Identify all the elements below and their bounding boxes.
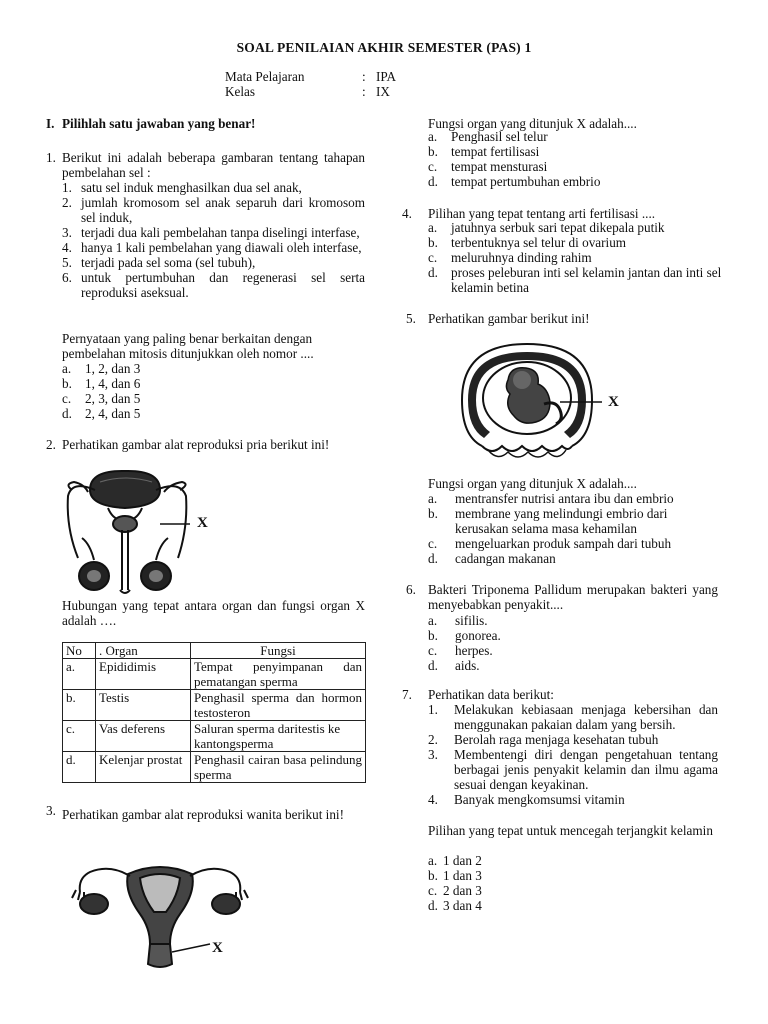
table-cell: Testis [96, 690, 191, 721]
answer-option[interactable] [428, 898, 628, 913]
option-text: 1 dan 3 [443, 868, 482, 883]
item-number: 2. [428, 732, 438, 747]
item-number: 4. [428, 792, 438, 807]
option-text: Penghasil sel telur [451, 129, 548, 144]
item-text: hanya 1 kali pembelahan yang diawali oleh interfase, [81, 240, 362, 255]
option-letter: c. [428, 159, 438, 174]
question-stem: Perhatikan gambar alat reproduksi pria berikut ini! [62, 437, 330, 452]
item-text: Melakukan kebiasaan menjaga kebersihan dan menggunakan pakaian dalam yang bersih. [454, 702, 718, 732]
question-number: 3. [46, 803, 56, 818]
option-letter: b. [62, 376, 72, 391]
option-list [62, 361, 342, 421]
option-letter: c. [428, 643, 438, 658]
pointer-label: X [197, 515, 208, 531]
answer-option[interactable] [428, 853, 628, 868]
option-text: membrane yang melindungi embrio dari kerusakan selama masa kehamilan [455, 506, 668, 536]
answer-option[interactable] [428, 144, 738, 159]
table-cell: Penghasil cairan basa pelindung sperma [191, 752, 366, 783]
table-cell: Vas deferens [96, 721, 191, 752]
question-prompt: Fungsi organ yang ditunjuk X adalah.... [428, 116, 637, 131]
question-stem: Perhatikan gambar berikut ini! [428, 311, 590, 326]
question-prompt: Fungsi organ yang ditunjuk X adalah.... [428, 476, 637, 491]
option-letter: d. [428, 898, 438, 913]
male-reproductive-diagram [60, 468, 240, 596]
table-cell: Kelenjar prostat [96, 752, 191, 783]
item-number: 3. [62, 225, 72, 240]
table-row[interactable] [63, 752, 366, 783]
list-item [62, 240, 365, 255]
question-stem: Bakteri Triponema Pallidum merupakan bakteri yang menyebabkan penyakit.... [428, 582, 718, 612]
item-text: untuk pertumbuhan dan regenerasi sel serta reproduksi aseksual. [81, 270, 365, 300]
option-text: gonorea. [455, 628, 501, 643]
table-cell: Epididimis [96, 659, 191, 690]
question-prompt: Hubungan yang tepat antara organ dan fungsi organ X adalah …. [62, 598, 365, 628]
question-number: 4. [402, 206, 412, 221]
option-letter: a. [428, 613, 438, 628]
list-item [428, 732, 718, 747]
item-number: 5. [62, 255, 72, 270]
option-letter: d. [428, 265, 438, 280]
option-letter: d. [428, 658, 438, 673]
answer-option[interactable] [428, 174, 738, 189]
option-letter: a. [62, 361, 72, 376]
answer-option[interactable] [62, 376, 342, 391]
answer-option[interactable] [428, 250, 728, 265]
option-letter: b. [428, 144, 438, 159]
option-list [428, 491, 718, 566]
item-text: jumlah kromosom sel anak separuh dari kromosom sel induk, [81, 195, 365, 225]
table-cell: c. [63, 721, 96, 752]
table-header: . Organ [96, 643, 191, 659]
table-row[interactable] [63, 659, 366, 690]
item-text: terjadi dua kali pembelahan tanpa diselingi interfase, [81, 225, 360, 240]
meta-row-subject [225, 69, 525, 84]
table-header-row [63, 643, 366, 659]
table-row[interactable] [63, 690, 366, 721]
section-number: I. [46, 116, 55, 131]
answer-option[interactable] [428, 643, 718, 658]
option-letter: c. [428, 536, 438, 551]
item-text: Berolah raga menjaga kesehatan tubuh [454, 732, 659, 747]
organ-function-table [62, 642, 366, 783]
answer-option[interactable] [428, 220, 728, 235]
page-title: SOAL PENILAIAN AKHIR SEMESTER (PAS) 1 [236, 40, 532, 55]
item-number: 1. [62, 180, 72, 195]
option-letter: a. [428, 220, 438, 235]
answer-option[interactable] [428, 265, 728, 295]
question-stem: Perhatikan gambar alat reproduksi wanita berikut ini! [62, 807, 344, 822]
option-letter: a. [428, 491, 438, 506]
meta-label: Kelas [225, 84, 256, 99]
option-text: sifilis. [455, 613, 488, 628]
answer-option[interactable] [428, 506, 718, 536]
fetus-in-uterus-diagram [452, 340, 602, 466]
table-cell: a. [63, 659, 96, 690]
answer-option[interactable] [428, 551, 718, 566]
option-text: tempat mensturasi [451, 159, 548, 174]
question-number: 2. [46, 437, 56, 452]
answer-option[interactable] [62, 361, 342, 376]
option-text: cadangan makanan [455, 551, 556, 566]
answer-option[interactable] [62, 391, 342, 406]
table-cell: Tempat penyimpanan dan pematangan sperma [191, 659, 366, 690]
meta-row-class [225, 84, 525, 99]
item-text: Banyak mengkomsumsi vitamin [454, 792, 625, 807]
option-text: mentransfer nutrisi antara ibu dan embrio [455, 491, 674, 506]
question-stem: Pilihan yang tepat tentang arti fertilisasi .... [428, 206, 656, 221]
item-number: 3. [428, 747, 438, 762]
option-letter: c. [428, 883, 438, 898]
list-item [428, 792, 718, 807]
question-number: 7. [402, 687, 412, 702]
option-text: meluruhnya dinding rahim [451, 250, 592, 265]
item-text: satu sel induk menghasilkan dua sel anak, [81, 180, 302, 195]
table-cell: Penghasil sperma dan hormon testosteron [191, 690, 366, 721]
option-text: aids. [455, 658, 480, 673]
option-letter: b. [428, 235, 438, 250]
table-cell: Saluran sperma daritestis ke kantongsperma [191, 721, 366, 752]
question-stem: Perhatikan data berikut: [428, 687, 554, 702]
answer-option[interactable] [428, 868, 628, 883]
option-text: 3 dan 4 [443, 898, 482, 913]
option-text: 2 dan 3 [443, 883, 482, 898]
option-text: proses peleburan inti sel kelamin jantan dan inti sel kelamin betina [451, 265, 722, 295]
option-text: 2, 4, dan 5 [85, 406, 141, 421]
statement-list [62, 180, 365, 300]
list-item [62, 195, 365, 225]
option-list [428, 853, 628, 913]
question-stem: Berikut ini adalah beberapa gambaran tentang tahapan pembelahan sel : [62, 150, 365, 180]
option-letter: b. [428, 628, 438, 643]
option-list [428, 220, 728, 295]
pointer-label: X [212, 940, 223, 956]
option-letter: a. [428, 853, 438, 868]
table-cell: b. [63, 690, 96, 721]
item-number: 4. [62, 240, 72, 255]
answer-option[interactable] [62, 406, 342, 421]
option-text: terbentuknya sel telur di ovarium [451, 235, 627, 250]
item-text: terjadi pada sel soma (sel tubuh), [81, 255, 256, 270]
item-number: 2. [62, 195, 72, 210]
meta-value: IX [376, 84, 390, 99]
table-header: No [63, 643, 96, 659]
option-text: tempat pertumbuhan embrio [451, 174, 601, 189]
meta-colon: : [362, 84, 366, 99]
list-item [62, 225, 365, 240]
item-text: Membentengi diri dengan pengetahuan tentang berbagai jenis penyakit kelamin dan ilmu agama sesuai dengan keyakinan. [454, 747, 718, 792]
item-number: 6. [62, 270, 72, 285]
item-number: 1. [428, 702, 438, 717]
option-letter: d. [62, 406, 72, 421]
option-letter: b. [428, 868, 438, 883]
table-row[interactable] [63, 721, 366, 752]
list-item [62, 270, 365, 300]
option-letter: a. [428, 129, 438, 144]
option-letter: c. [62, 391, 72, 406]
female-reproductive-diagram [70, 852, 250, 972]
option-letter: d. [428, 174, 438, 189]
exam-meta [225, 69, 525, 99]
table-header: Fungsi [191, 643, 366, 659]
option-text: tempat fertilisasi [451, 144, 540, 159]
list-item [428, 702, 718, 732]
option-text: 1, 2, dan 3 [85, 361, 141, 376]
answer-option[interactable] [428, 491, 718, 506]
list-item [428, 747, 718, 792]
answer-option[interactable] [428, 628, 718, 643]
answer-option[interactable] [428, 536, 718, 551]
answer-option[interactable] [428, 129, 738, 144]
option-text: mengeluarkan produk sampah dari tubuh [455, 536, 672, 551]
option-letter: d. [428, 551, 438, 566]
option-letter: b. [428, 506, 438, 521]
list-item [62, 255, 365, 270]
option-text: jatuhnya serbuk sari tepat dikepala putik [451, 220, 665, 235]
option-text: herpes. [455, 643, 493, 658]
answer-option[interactable] [428, 613, 718, 628]
option-list [428, 613, 718, 673]
option-letter: c. [428, 250, 438, 265]
pointer-label: X [608, 394, 619, 410]
meta-colon: : [362, 69, 366, 84]
table-cell: d. [63, 752, 96, 783]
option-text: 1 dan 2 [443, 853, 482, 868]
question-prompt: Pilihan yang tepat untuk mencegah terjangkit kelamin [428, 823, 713, 838]
statement-list [428, 702, 718, 807]
question-number: 6. [406, 582, 416, 597]
list-item [62, 180, 365, 195]
question-number: 5. [406, 311, 416, 326]
question-prompt: Pernyataan yang paling benar berkaitan dengan pembelahan mitosis ditunjukkan oleh nomor .... [62, 331, 314, 361]
meta-label: Mata Pelajaran [225, 69, 305, 84]
answer-option[interactable] [428, 159, 738, 174]
option-text: 1, 4, dan 6 [85, 376, 141, 391]
answer-option[interactable] [428, 235, 728, 250]
option-list [428, 129, 738, 189]
answer-option[interactable] [428, 658, 718, 673]
meta-value: IPA [376, 69, 397, 84]
option-text: 2, 3, dan 5 [85, 391, 141, 406]
section-title: Pilihlah satu jawaban yang benar! [62, 116, 256, 131]
question-number: 1. [46, 150, 56, 165]
answer-option[interactable] [428, 883, 628, 898]
